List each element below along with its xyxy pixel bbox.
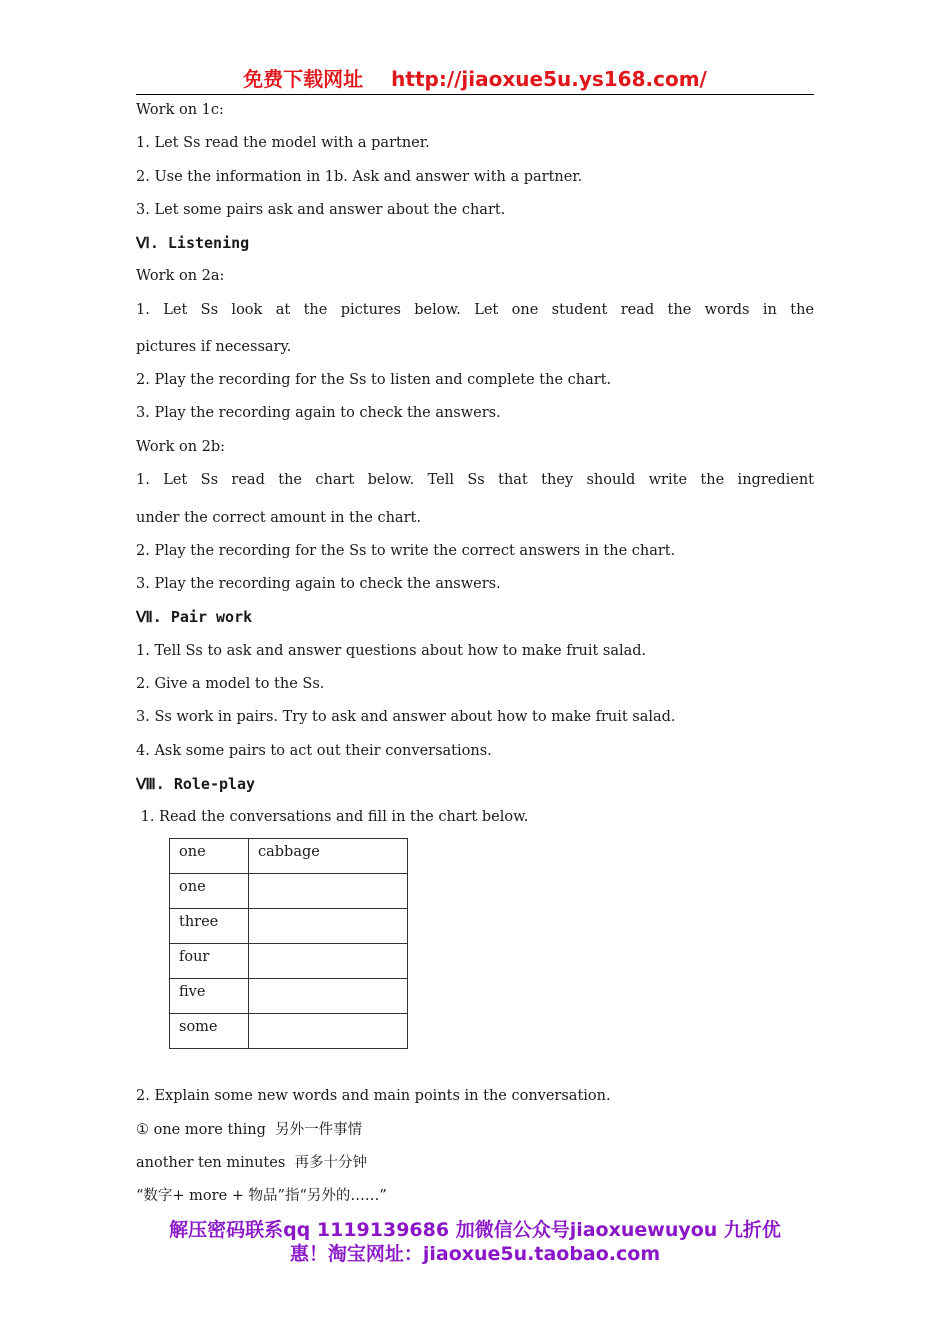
text-line: under the correct amount in the chart. [136,510,421,526]
text-line: 1. Let Ss read the chart below. Tell Ss that they should write the ingredient [136,472,814,488]
table-cell-amount: five [170,979,249,1014]
footer-line: 解压密码联系qq 1119139686 加微信公众号jiaoxuewuyou 九折优 [169,1219,781,1241]
table-cell-amount: one [170,839,249,874]
table-cell-amount: one [170,874,249,909]
table-cell-amount: some [170,1014,249,1049]
text-line: pictures if necessary. [136,339,292,355]
text-line: 2. Use the information in 1b. Ask and answer with a partner. [136,169,583,185]
text-line: 3. Play the recording again to check the answers. [136,405,501,421]
text-line: 1. Let Ss read the model with a partner. [136,135,430,151]
text-line: ① one more thing 另外一件事情 [136,1122,363,1138]
text-line: 3. Let some pairs ask and answer about the chart. [136,202,506,218]
table-row [170,944,408,979]
text-line: 4. Ask some pairs to act out their conversations. [136,743,492,759]
table-cell-ingredient: cabbage [249,839,408,874]
table-cell-ingredient [249,1014,408,1049]
text-line: 1. Let Ss look at the pictures below. Let one student read the words in the [136,302,814,318]
text-line: “数字+ more + 物品”指“另外的……” [136,1188,387,1204]
section-heading: Ⅷ. Role-play [136,775,256,793]
text-line: 1. Read the conversations and fill in the chart below. [136,809,529,825]
text-line: Work on 2a: [136,268,225,284]
text-line: 2. Play the recording for the Ss to write the correct answers in the chart. [136,543,676,559]
table-row [170,839,408,874]
table-row [170,909,408,944]
header-url-link[interactable]: http://jiaoxue5u.ys168.com/ [391,67,707,91]
table-cell-amount: four [170,944,249,979]
table-cell-ingredient [249,979,408,1014]
page-footer [120,1218,830,1266]
ingredient-chart [169,838,408,1049]
table-row [170,874,408,909]
text-line: Work on 2b: [136,439,226,455]
table-cell-ingredient [249,909,408,944]
footer-line: 惠！淘宝网址：jiaoxue5u.taobao.com [289,1243,661,1265]
text-line: 2. Play the recording for the Ss to listen and complete the chart. [136,372,612,388]
section-heading: Ⅶ. Pair work [136,608,253,626]
text-line: 1. Tell Ss to ask and answer questions about how to make fruit salad. [136,643,647,659]
table-cell-ingredient [249,944,408,979]
section-heading: Ⅵ. Listening [136,234,250,252]
text-line: 2. Give a model to the Ss. [136,676,325,692]
text-line: 3. Play the recording again to check the answers. [136,576,501,592]
text-line: 3. Ss work in pairs. Try to ask and answer about how to make fruit salad. [136,709,676,725]
text-line: Work on 1c: [136,102,224,118]
table-row [170,979,408,1014]
table-row [170,1014,408,1049]
text-line: another ten minutes 再多十分钟 [136,1155,367,1171]
table-cell-amount: three [170,909,249,944]
table-cell-ingredient [249,874,408,909]
page-header [136,64,814,95]
header-label: 免费下载网址 [243,67,364,91]
text-line: 2. Explain some new words and main points in the conversation. [136,1088,611,1104]
